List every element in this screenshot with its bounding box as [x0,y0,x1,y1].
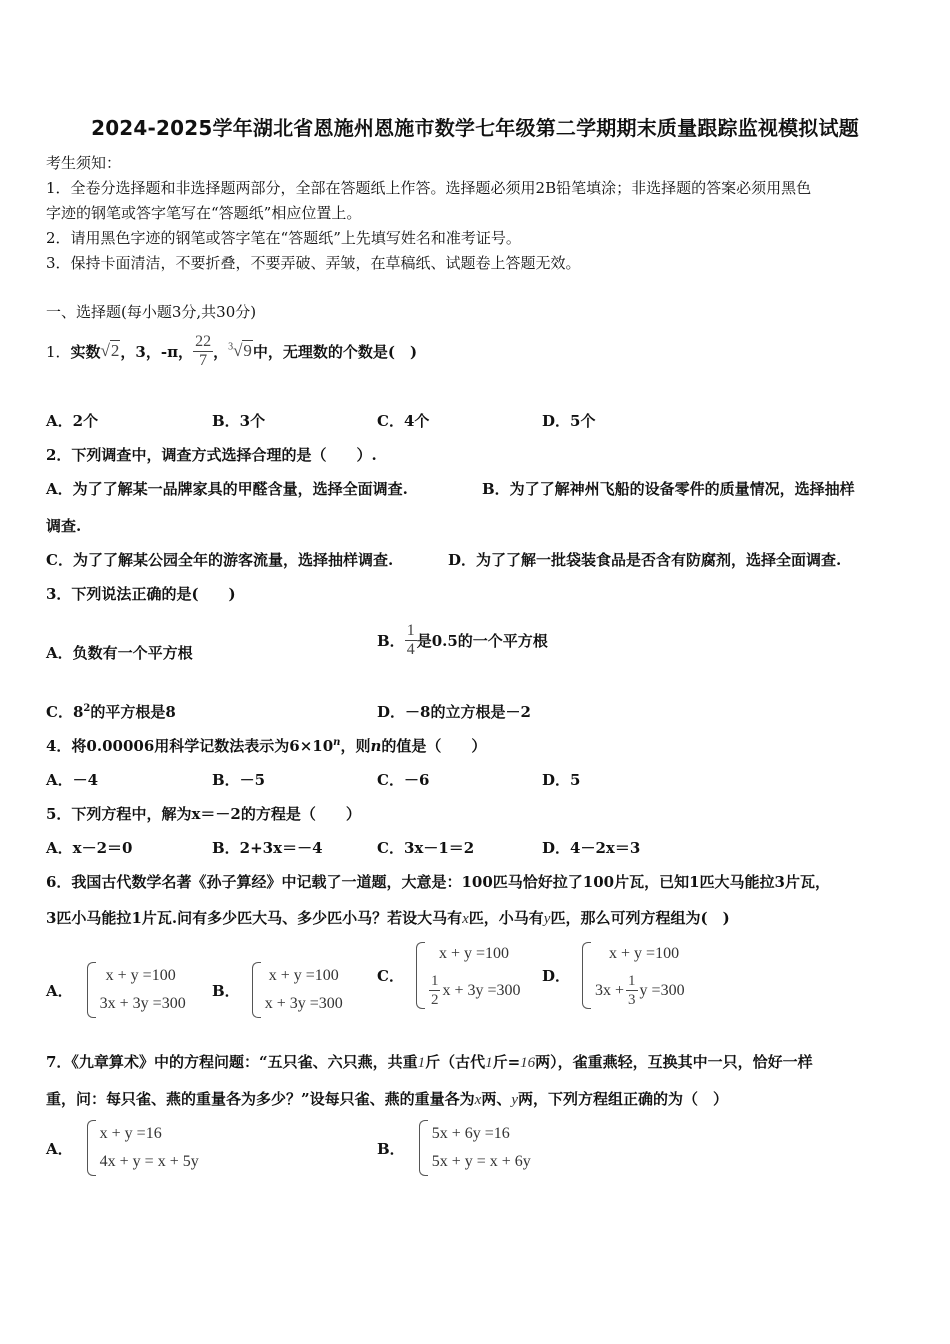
q2-option-b[interactable]: B．为了了解神州飞船的设备零件的质量情况，选择抽样 [482,480,855,498]
question-6-cont: 3匹小马能拉1片瓦.问有多少匹大马、多少匹小马？若设大马有x匹，小马有y匹，那么可列方程组为( ) [46,909,730,927]
question-4: 4．将0.00006用科学记数法表示为$6\times 10^n$，则n的值是（ ） [46,737,487,755]
notice-item-3: 3．保持卡面清洁，不要折叠，不要弄破、弄皱，在草稿纸、试题卷上答题无效。 [46,254,581,272]
q2-option-a[interactable]: A．为了了解某一品牌家具的甲醛含量，选择全面调查. [46,480,408,498]
equation-system: x + y =100 x + 3y =300 [252,962,343,1018]
equation-system: x + y =100 3x + 3y =300 [87,962,186,1018]
q7-option-b[interactable]: B． 5x + 6y =16 5x + y = x + 6y [377,1120,531,1176]
question-1 [46,328,417,374]
q1-post: 中，无理数的个数是( ) [252,342,418,361]
sqrt-2: √2 [100,341,120,360]
q5-option-a[interactable]: A．x－2＝0 [46,839,133,857]
q4-option-d[interactable]: D．5 [542,771,581,789]
q2-option-c[interactable]: C．为了了解某公园全年的游客流量，选择抽样调查. [46,551,394,569]
q6-option-b[interactable]: B． x + y =100 x + 3y =300 [212,962,343,1018]
q6-option-c[interactable]: C． x + y =100 $\frac{1}{2}$ x + 3y =300 [377,942,521,1009]
q3-option-b[interactable] [377,618,548,662]
q4-option-a[interactable]: A．－4 [46,771,99,789]
q1-option-b[interactable]: B．3个 [212,412,266,430]
q5-option-c[interactable]: C．3x－1＝2 [377,839,475,857]
question-2: 2．下列调查中，调查方式选择合理的是（ ）. [46,446,377,464]
q3-option-c[interactable]: C．$8^2$的平方根是8 [46,703,176,721]
notice-item-1: 1．全卷分选择题和非选择题两部分，全部在答题纸上作答。选择题必须用2B铅笔填涂；非选择题的答案必须用黑色 [46,179,812,197]
q1-pre: 实数 [70,342,101,361]
notice-item-2: 2．请用黑色字迹的钢笔或答字笔在“答题纸”上先填写姓名和准考证号。 [46,229,521,247]
notice-heading: 考生须知： [46,154,122,172]
q1-option-a[interactable]: A．2个 [46,412,99,430]
q2-option-d[interactable]: D．为了了解一批袋装食品是否含有防腐剂，选择全面调查. [448,551,842,569]
fraction-22-7: $\frac{22}{7}$ [195,332,212,369]
q4-option-c[interactable]: C．－6 [377,771,430,789]
question-7-cont: 重，问：每只雀、燕的重量各为多少？”设每只雀、燕的重量各为x两、y两，下列方程组正确的为（ ） [46,1090,729,1108]
question-5: 5．下列方程中，解为x＝－2的方程是（ ） [46,805,361,823]
notice-item-1-cont: 字迹的钢笔或答字笔写在“答题纸”相应位置上。 [46,204,362,222]
fraction-1-4: $\frac{1}{4}$ [406,621,415,658]
option-text: 是0.5的一个平方根 [416,631,548,650]
q3-option-d[interactable]: D．－8的立方根是－2 [377,703,531,721]
question-6: 6．我国古代数学名著《孙子算经》中记载了一道题，大意是：100匹马恰好拉了100片瓦，已知1匹大马能拉3片瓦， [46,873,830,891]
q1-option-c[interactable]: C．4个 [377,412,430,430]
option-label: B． [377,631,405,650]
q5-option-b[interactable]: B．2+3x＝－4 [212,839,323,857]
q2-option-b-cont: 调查. [46,517,82,535]
question-3: 3．下列说法正确的是( ) [46,585,236,603]
equation-system: x + y =16 4x + y = x + 5y [87,1120,199,1176]
question-7: 7．《九章算术》中的方程问题：“五只雀、六只燕，共重1斤（古代1斤=16两），雀重燕轻，互换其中一只，恰好一样 [46,1053,813,1071]
q7-option-a[interactable]: A． x + y =16 4x + y = x + 5y [46,1120,199,1176]
section-heading: 一、选择题(每小题3分,共30分) [46,303,257,321]
q1-mid: ，3，-π， [120,342,194,361]
q3-option-a[interactable]: A．负数有一个平方根 [46,644,193,662]
q6-option-d[interactable]: D． x + y =100 3x + $\frac{1}{3}$ y =300 [542,942,685,1009]
equation-system: x + y =100 3x + $\frac{1}{3}$ y =300 [582,942,685,1009]
page-title: 2024-2025学年湖北省恩施州恩施市数学七年级第二学期期末质量跟踪监视模拟试题 [91,116,859,140]
q1-sep: ， [213,342,229,361]
q4-option-b[interactable]: B．－5 [212,771,266,789]
q6-option-a[interactable]: A． x + y =100 3x + 3y =300 [46,962,186,1018]
question-number: 1． [46,342,71,361]
q1-option-d[interactable]: D．5个 [542,412,596,430]
q5-option-d[interactable]: D．4－2x＝3 [542,839,641,857]
cbrt-9: $^3$√9 [228,341,252,360]
equation-system: 5x + 6y =16 5x + y = x + 6y [419,1120,531,1176]
equation-system: x + y =100 $\frac{1}{2}$ x + 3y =300 [416,942,521,1009]
